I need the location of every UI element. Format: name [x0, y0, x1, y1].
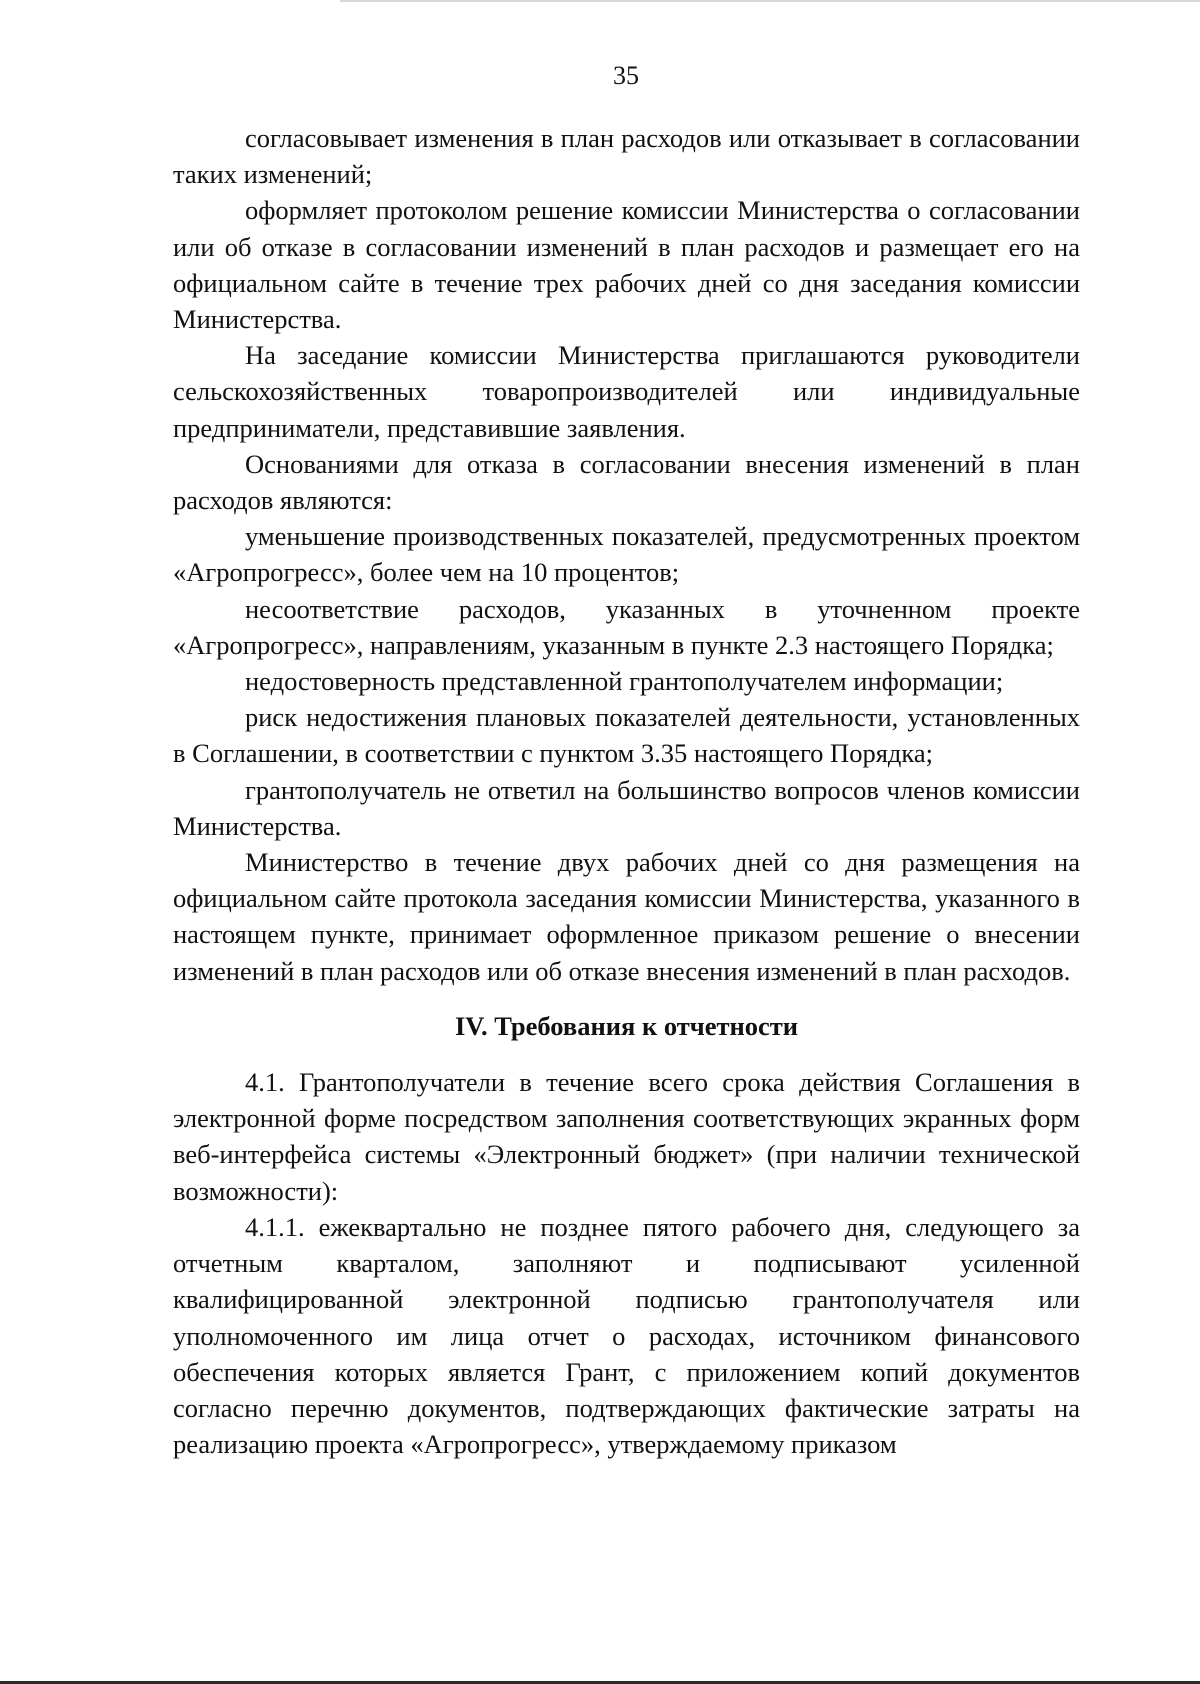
paragraph: оформляет протоколом решение комиссии Министерства о согласовании или об отказе в согласовании изменений в план расходов и размещает его на официальном сайте в течение трех рабочих дней со дня заседания комиссии Министерства. [173, 195, 1080, 335]
document-body [173, 120, 1080, 1462]
paragraph: риск недостижения плановых показателей деятельности, установленных в Соглашении, в соответствии с пунктом 3.35 настоящего Порядка; [173, 702, 1080, 769]
paragraph: согласовывает изменения в план расходов или отказывает в согласовании таких изменений; [173, 123, 1080, 190]
paragraph: На заседание комиссии Министерства приглашаются руководители сельскохозяйственных товаропроизводителей или индивидуальные предприниматели, представившие заявления. [173, 340, 1080, 443]
paragraph: грантополучатель не ответил на большинство вопросов членов комиссии Министерства. [173, 774, 1080, 841]
paragraph: несоответствие расходов, указанных в уточненном проекте «Агропрогресс», направлениям, указанным в пункте 2.3 настоящего Порядка; [173, 593, 1080, 660]
paragraph: 4.1. Грантополучатели в течение всего срока действия Соглашения в электронной форме посредством заполнения соответствующих экранных форм веб-интерфейса системы «Электронный бюджет» (при наличии технической возможности): [173, 1067, 1080, 1206]
paragraph: Министерство в течение двух рабочих дней со дня размещения на официальном сайте протокола заседания комиссии Министерства, указанного в настоящем пункте, принимает оформленное приказом решение о внесении изменений в план расходов или об отказе внесения изменений в план расходов. [173, 847, 1080, 986]
paragraph: 4.1.1. ежеквартально не позднее пятого рабочего дня, следующего за отчетным кварталом, заполняют и подписывают усиленной квалифицированной электронной подписью грантополучателя или уполномоченного им лица отчет о расходах, источником финансового обеспечения которых является Грант, с приложением копий документов согласно перечню документов, подтверждающих фактические затраты на реализацию проекта «Агропрогресс», утверждаемому приказом [173, 1211, 1080, 1460]
paragraph: уменьшение производственных показателей, предусмотренных проектом «Агропрогресс», более чем на 10 процентов; [173, 521, 1080, 588]
paragraph: Основаниями для отказа в согласовании внесения изменений в план расходов являются: [173, 448, 1080, 516]
scan-top-edge [340, 0, 1200, 2]
section-heading: IV. Требования к отчетности [454, 1010, 799, 1041]
page-number: 35 [613, 61, 639, 90]
paragraph: недостоверность представленной грантополучателем информации; [245, 666, 1004, 697]
